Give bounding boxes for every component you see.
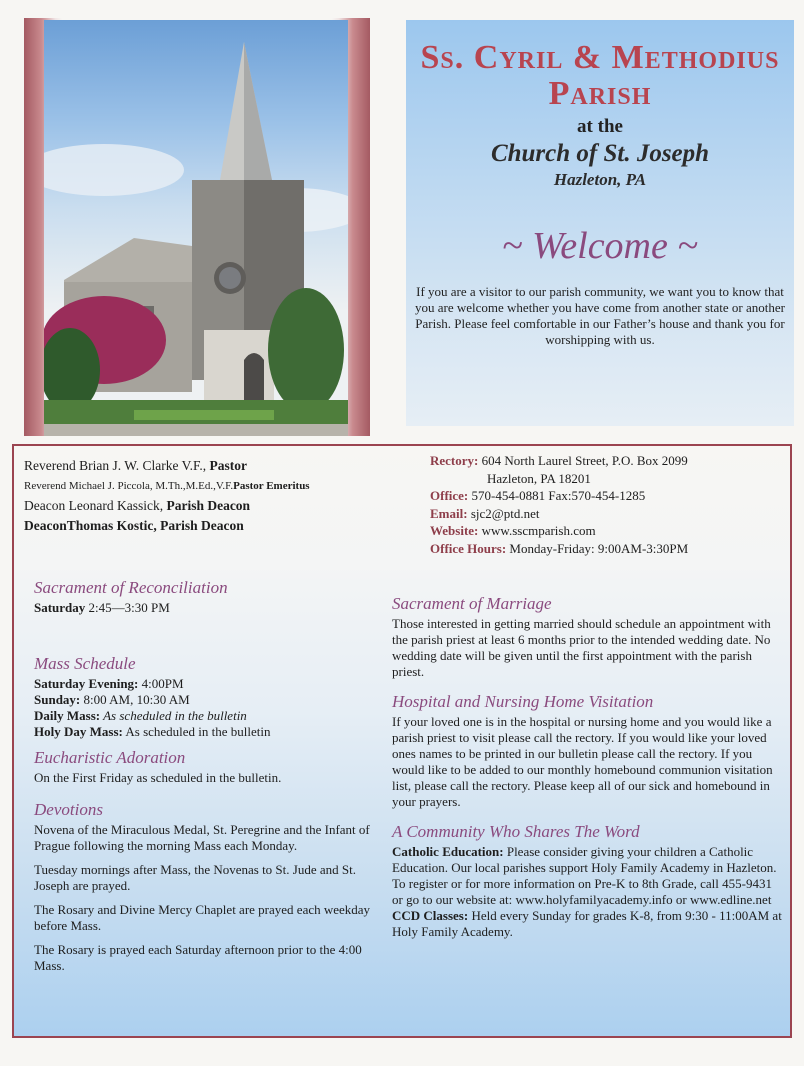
welcome-title: ~ Welcome ~ bbox=[502, 225, 698, 267]
hospital-text: If your loved one is in the hospital or nursing home and you would like a parish priest to visit please call the rectory. If you would like your loved ones names to be printed in our bulletin please call the rectory. If you would like to be added to our monthly homebound communion visitation list, please call the rectory. Please keep all of our sick and homebound in your prayers. bbox=[392, 714, 773, 809]
website-line: Website: www.sscmparish.com bbox=[430, 523, 596, 538]
devotions-title: Devotions bbox=[34, 800, 103, 819]
info-box bbox=[12, 444, 792, 1038]
mass-holy-day: Holy Day Mass: As scheduled in the bulletin bbox=[34, 724, 271, 739]
church-name: Church of St. Joseph bbox=[490, 140, 710, 167]
rectory-city: Hazleton, PA 18201 bbox=[487, 470, 591, 486]
devotions-text-4: The Rosary is prayed each Saturday afternoon prior to the 4:00 Mass. bbox=[34, 942, 362, 973]
city-name: Hazleton, PA bbox=[553, 170, 647, 189]
mass-saturday: Saturday Evening: 4:00PM bbox=[34, 676, 184, 691]
community-title: A Community Who Shares The Word bbox=[392, 822, 640, 841]
rectory-line: Rectory: 604 North Laurel Street, P.O. Box 2099 bbox=[430, 453, 688, 468]
church-illustration bbox=[44, 20, 348, 436]
devotions-text-1: Novena of the Miraculous Medal, St. Peregrine and the Infant of Prague following the morning Mass each Monday. bbox=[34, 822, 370, 853]
office-line: Office: 570-454-0881 Fax:570-454-1285 bbox=[430, 488, 646, 503]
reconciliation-title: Sacrament of Reconciliation bbox=[34, 578, 228, 597]
mass-sunday: Sunday: 8:00 AM, 10:30 AM bbox=[34, 692, 190, 707]
catholic-education-text: Catholic Education: Please consider giving your children a Catholic Education. Our local parishes support Holy Family Academy in Hazleton. To register or for more information on Pre-K to 8th Grade, call 455-9431 or go to our website at: www.holyfamilyacademy.info or www.edline.net bbox=[392, 844, 777, 907]
email-line: Email: sjc2@ptd.net bbox=[430, 505, 540, 521]
parish-name: Ss. Cyril & Methodius Parish bbox=[420, 39, 780, 112]
church-photo bbox=[44, 20, 348, 436]
hospital-title: Hospital and Nursing Home Visitation bbox=[392, 692, 654, 711]
clergy-item: Reverend Michael J. Piccola, M.Th.,M.Ed.,V.F.Pastor Emeritus bbox=[24, 480, 310, 492]
website-link[interactable]: www.sscmparish.com bbox=[478, 523, 596, 538]
left-column bbox=[34, 578, 374, 974]
adoration-title: Eucharistic Adoration bbox=[34, 748, 186, 767]
email-link[interactable]: sjc2@ptd.net bbox=[467, 505, 540, 521]
church-photo-frame bbox=[24, 18, 370, 436]
devotions-text-3: The Rosary and Divine Mercy Chaplet are prayed each weekday before Mass. bbox=[34, 902, 371, 933]
at-the-label: at the bbox=[577, 116, 623, 137]
marriage-text: Those interested in getting married should schedule an appointment with the parish priest at least 6 months prior to the intended wedding date. No wedding date will be given until the first appointment with the parish priest. bbox=[392, 616, 771, 679]
marriage-title: Sacrament of Marriage bbox=[392, 594, 552, 613]
welcome-text: If you are a visitor to our parish community, we want you to know that you are welcome whether you have come from another state or another Parish. Please feel comfortable in our Father’s house and thank you for worshipping with us. bbox=[415, 284, 785, 347]
clergy-item: Reverend Brian J. W. Clarke V.F., Pastor bbox=[24, 458, 248, 473]
clergy-item: Deacon Leonard Kassick, Parish Deacon bbox=[24, 498, 251, 513]
adoration-text: On the First Friday as scheduled in the bulletin. bbox=[34, 770, 282, 785]
reconciliation-time: Saturday 2:45—3:30 PM bbox=[34, 600, 170, 615]
devotions-text-2: Tuesday mornings after Mass, the Novenas to St. Jude and St. Joseph are prayed. bbox=[34, 862, 356, 893]
office-hours-line: Office Hours: Monday-Friday: 9:00AM-3:30PM bbox=[430, 540, 689, 556]
right-column bbox=[392, 594, 784, 940]
title-panel bbox=[406, 20, 794, 426]
clergy-list bbox=[24, 456, 404, 536]
contact-info bbox=[430, 452, 780, 557]
ccd-classes-text: CCD Classes: Held every Sunday for grades K-8, from 9:30 - 11:00AM at Holy Family Academy. bbox=[392, 908, 782, 939]
clergy-item: DeaconThomas Kostic, Parish Deacon bbox=[24, 518, 244, 533]
mass-daily: Daily Mass: As scheduled in the bulletin bbox=[34, 708, 247, 723]
mass-schedule-title: Mass Schedule bbox=[34, 654, 136, 673]
